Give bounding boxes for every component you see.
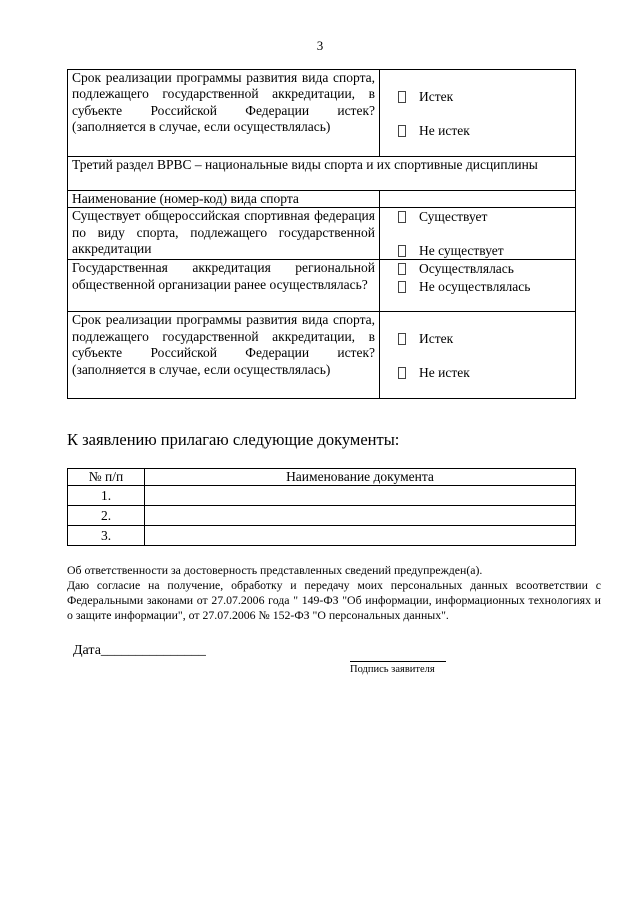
option-label: Осуществлялась: [419, 261, 514, 277]
options-cell: [380, 312, 576, 399]
checkbox-icon[interactable]: [398, 125, 406, 137]
signature-line[interactable]: [350, 661, 446, 662]
option-conducted[interactable]: [398, 261, 571, 277]
table-row: [68, 526, 576, 546]
row-number: 2.: [68, 506, 145, 526]
row-program-term-1: [68, 70, 576, 157]
checkbox-icon[interactable]: [398, 91, 406, 103]
checkbox-icon[interactable]: [398, 211, 406, 223]
question-text: Существует общероссийская спортивная федерация по виду спорта, подлежащего государственной аккредитации: [68, 208, 380, 260]
option-not-conducted[interactable]: [398, 279, 571, 295]
questions-table: [67, 69, 576, 399]
option-label: Не осуществлялась: [419, 279, 531, 295]
section-heading: Третий раздел ВРВС – национальные виды спорта и их спортивные дисциплины: [68, 157, 576, 191]
header-document-name: Наименование документа: [145, 469, 576, 486]
row-sport-name: [68, 191, 576, 208]
option-label: Истек: [419, 88, 454, 104]
row-federation: [68, 208, 576, 260]
date-field[interactable]: Дата_______________: [73, 643, 206, 658]
question-text: Срок реализации программы развития вида спорта, подлежащего государственной аккредитации, в субъекте Российской Федерации истек? (заполняется в случае, если осуществлялась): [68, 70, 380, 157]
checkbox-icon[interactable]: [398, 263, 406, 275]
document-name-cell[interactable]: [145, 526, 576, 546]
document-name-cell[interactable]: [145, 506, 576, 526]
consent-text: Даю согласие на получение, обработку и передачу моих персональных данных всоответствии с Федеральными законами от 27.07.2006 года " 149-ФЗ "Об информации, информационных технологиях и о защите информации", от 27.07.2006 № 152-ФЗ "О персональных данных".: [67, 578, 601, 622]
question-text: Государственная аккредитация региональной общественной организации ранее осуществлялась?: [68, 260, 380, 312]
option-label: Не существует: [419, 243, 504, 259]
option-not-expired[interactable]: [398, 123, 571, 139]
responsibility-text: Об ответственности за достоверность представленных сведений предупрежден(а).: [67, 563, 483, 577]
row-program-term-2: [68, 312, 576, 399]
checkbox-icon[interactable]: [398, 245, 406, 257]
option-expired[interactable]: [398, 89, 571, 105]
option-not-exists[interactable]: [398, 243, 571, 259]
option-label: Не истек: [419, 122, 470, 138]
attachments-title: К заявлению прилагаю следующие документы:: [67, 430, 400, 449]
table-row: [68, 486, 576, 506]
sport-name-label: Наименование (номер-код) вида спорта: [68, 191, 380, 208]
option-label: Существует: [419, 209, 488, 225]
options-cell: [380, 208, 576, 260]
option-label: Не истек: [419, 365, 470, 381]
page-number: 3: [316, 38, 324, 53]
row-number: 1.: [68, 486, 145, 506]
table-row: [68, 506, 576, 526]
header-number: № п/п: [68, 469, 145, 486]
question-text: Срок реализации программы развития вида спорта, подлежащего государственной аккредитации, в субъекте Российской Федерации истек? (заполняется в случае, если осуществлялась): [68, 312, 380, 399]
option-expired[interactable]: [398, 331, 571, 347]
option-label: Истек: [419, 331, 454, 347]
statement-block: [67, 563, 601, 623]
option-not-expired[interactable]: [398, 365, 571, 381]
row-section-heading: [68, 157, 576, 191]
options-cell: [380, 260, 576, 312]
row-accreditation: [68, 260, 576, 312]
row-number: 3.: [68, 526, 145, 546]
option-exists[interactable]: [398, 209, 571, 225]
checkbox-icon[interactable]: [398, 281, 406, 293]
options-cell: [380, 70, 576, 157]
attachments-table: [67, 468, 576, 546]
checkbox-icon[interactable]: [398, 333, 406, 345]
checkbox-icon[interactable]: [398, 367, 406, 379]
attachments-header-row: [68, 469, 576, 486]
signature-caption: Подпись заявителя: [350, 664, 435, 675]
sport-name-value[interactable]: [380, 191, 576, 208]
document-name-cell[interactable]: [145, 486, 576, 506]
